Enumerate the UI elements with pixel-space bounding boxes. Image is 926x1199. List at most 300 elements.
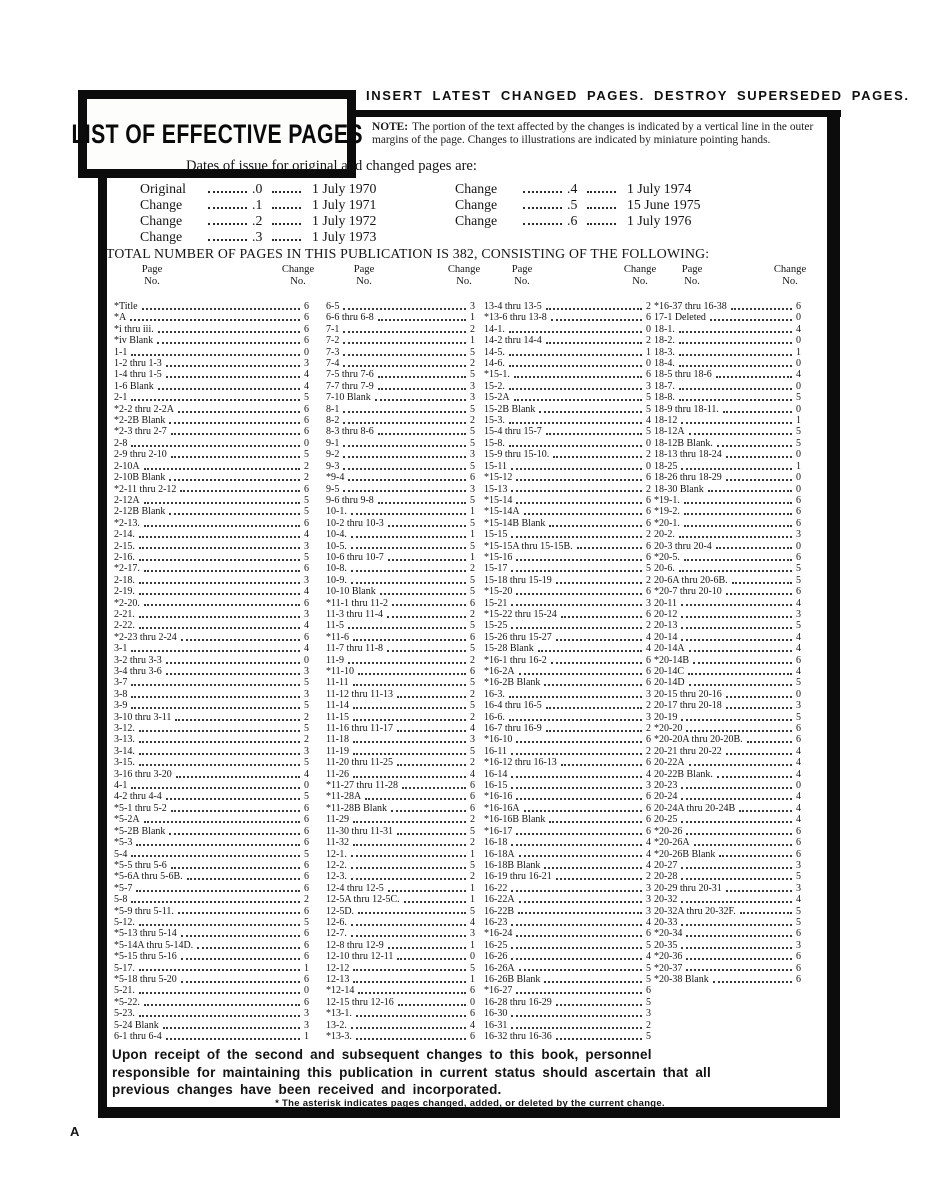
table-row — [484, 985, 656, 996]
dot-leader — [677, 632, 796, 643]
pages-table-column-3 — [484, 264, 656, 1042]
page-no: 10-5. — [326, 540, 347, 552]
change-no: 5 — [304, 677, 309, 689]
change-no: 3 — [304, 608, 309, 620]
change-no: 3 — [470, 392, 475, 404]
dot-leader — [507, 529, 646, 540]
table-row — [114, 951, 314, 962]
page-no: 16-3. — [484, 688, 505, 700]
page-no: 11-14 — [326, 700, 349, 712]
page-no: 1-6 Blank — [114, 380, 154, 392]
date-label: Change — [140, 212, 183, 228]
dot-leader — [374, 495, 470, 506]
dot-leader — [709, 974, 796, 985]
column-header-change — [766, 264, 814, 301]
change-no: 3 — [796, 529, 801, 541]
dot-leader — [344, 472, 470, 483]
table-row — [654, 529, 806, 540]
table-row — [114, 518, 314, 529]
dot-leader — [507, 917, 646, 928]
frame-top-border — [352, 110, 841, 117]
change-no: 3 — [646, 882, 651, 894]
dot-leader — [393, 689, 470, 700]
table-row — [114, 598, 314, 609]
table-row — [654, 712, 806, 723]
dot-leader — [512, 472, 646, 483]
dot-leader — [354, 985, 470, 996]
dot-leader — [162, 369, 304, 380]
dot-leader — [347, 575, 470, 586]
table-row — [326, 324, 480, 335]
page-no: 18-2. — [654, 335, 675, 347]
change-no: 6 — [796, 837, 801, 849]
dot-leader — [677, 620, 796, 631]
column-header — [326, 264, 480, 301]
page-no: 12-4 thru 12-5 — [326, 882, 384, 894]
change-no: 4 — [646, 768, 651, 780]
page-no: *i thru iii. — [114, 323, 154, 335]
dot-leader — [135, 575, 304, 586]
change-no: 4 — [646, 951, 651, 963]
header-word: No. — [144, 275, 160, 287]
change-no: 4 — [304, 380, 309, 392]
page-no: 20-32A thru 20-32F. — [654, 905, 736, 917]
table-row — [654, 518, 806, 529]
dot-leader — [512, 791, 646, 802]
change-no: 1 — [470, 506, 475, 518]
table-row — [484, 381, 656, 392]
date-line — [455, 181, 701, 197]
change-no: 3 — [470, 483, 475, 495]
change-no: 5 — [304, 848, 309, 860]
dot-leader — [268, 181, 306, 197]
page-no: 9-1 — [326, 437, 340, 449]
dot-leader — [507, 563, 646, 574]
dot-leader — [677, 461, 796, 472]
page-no: *2-11 thru 2-12 — [114, 483, 177, 495]
table-row — [484, 426, 656, 437]
table-row — [326, 529, 480, 540]
page-no: 8-2 — [326, 415, 340, 427]
change-no: 5 — [796, 916, 801, 928]
dot-leader — [171, 712, 304, 723]
change-no: 5 — [470, 620, 475, 632]
dot-leader — [268, 197, 306, 213]
change-no: 1 — [470, 551, 475, 563]
table-row — [326, 940, 480, 951]
table-row — [654, 392, 806, 403]
page-no: 2-12B Blank — [114, 506, 166, 518]
table-row — [654, 826, 806, 837]
change-no: 6 — [646, 506, 651, 518]
page-no: *5-1 thru 5-2 — [114, 802, 167, 814]
dot-leader — [535, 404, 646, 415]
page-no: 10-10 Blank — [326, 586, 376, 598]
table-row — [484, 506, 656, 517]
table-row — [484, 324, 656, 335]
table-row — [484, 1031, 656, 1042]
change-no: 3 — [796, 939, 801, 951]
change-no: 2 — [470, 688, 475, 700]
page-no: 2-9 thru 2-10 — [114, 449, 167, 461]
page-no: 3-14. — [114, 745, 135, 757]
page-no: 15-3. — [484, 415, 505, 427]
table-row — [114, 1008, 314, 1019]
dot-leader — [347, 563, 470, 574]
dot-leader — [519, 213, 567, 229]
page-no: 16-22A — [484, 894, 515, 906]
table-row — [326, 894, 480, 905]
dot-leader — [135, 917, 304, 928]
page-no: 3-8 — [114, 688, 128, 700]
page-no: 18-13 thru 18-24 — [654, 449, 722, 461]
table-row — [654, 791, 806, 802]
page-no: 18-5 thru 18-6 — [654, 369, 712, 381]
page-no: 9-2 — [326, 449, 340, 461]
page-no: 15-2A — [484, 392, 510, 404]
dot-leader — [675, 381, 796, 392]
change-no: 2 — [470, 814, 475, 826]
table-row — [654, 369, 806, 380]
change-no: 5 — [796, 437, 801, 449]
dot-leader — [347, 917, 470, 928]
total-count-line: TOTAL NUMBER OF PAGES IN THIS PUBLICATION IS 382, CONSISTING OF THE FOLLOWING: — [106, 246, 710, 261]
table-row — [114, 529, 314, 540]
header-word: Change — [281, 264, 315, 275]
change-no: 5 — [304, 791, 309, 803]
column-header-page — [670, 264, 714, 301]
change-no: 4 — [304, 586, 309, 598]
table-row — [484, 689, 656, 700]
dot-leader — [135, 734, 304, 745]
table-row — [326, 951, 480, 962]
page-no: 1-2 thru 1-3 — [114, 358, 162, 370]
table-row — [114, 347, 314, 358]
change-no: 4 — [796, 757, 801, 769]
change-no: 4 — [796, 894, 801, 906]
change-no: 6 — [646, 757, 651, 769]
table-row — [484, 666, 656, 677]
page-no: 6-5 — [326, 301, 340, 312]
change-no: 2 — [470, 608, 475, 620]
page-no: 20-14 — [654, 631, 678, 643]
table-row — [484, 541, 656, 552]
change-no: 1 — [470, 939, 475, 951]
page-no: 2-21. — [114, 608, 135, 620]
dot-leader — [393, 951, 470, 962]
page-no: 8-3 thru 8-6 — [326, 426, 374, 438]
change-no: 5 — [470, 494, 475, 506]
page-no: 16-22 — [484, 882, 508, 894]
dot-leader — [384, 552, 470, 563]
change-no: 5 — [646, 426, 651, 438]
table-row — [326, 369, 480, 380]
dot-leader — [547, 312, 646, 323]
page-no: 16-19 thru 16-21 — [484, 871, 552, 883]
table-row — [326, 757, 480, 768]
table-row — [326, 472, 480, 483]
dot-leader — [127, 643, 304, 654]
page-no: 18-30 Blank — [654, 483, 704, 495]
page-no: 11-7 thru 11-8 — [326, 643, 384, 655]
issue-date: 1 July 1972 — [312, 212, 377, 228]
dot-leader — [132, 883, 304, 894]
change-no: 0 — [470, 996, 475, 1008]
page-no: 10-4. — [326, 529, 347, 541]
page-no: 11-29 — [326, 814, 349, 826]
dot-leader — [127, 689, 304, 700]
change-no: 5 — [470, 517, 475, 529]
dot-leader — [339, 324, 470, 335]
dates-left-column — [140, 181, 376, 245]
page-no: 18-7. — [654, 380, 675, 392]
date-label: Change — [455, 181, 498, 196]
dot-leader — [507, 769, 646, 780]
table-row — [654, 506, 806, 517]
change-no: 5 — [796, 392, 801, 404]
page-no: 16-18A — [484, 848, 515, 860]
change-no: 0 — [646, 323, 651, 335]
dot-leader — [505, 712, 646, 723]
change-no: 6 — [304, 403, 309, 415]
dot-leader — [712, 369, 796, 380]
dot-leader — [138, 301, 304, 312]
table-row — [114, 985, 314, 996]
page-no: *20-26B Blank — [654, 848, 716, 860]
page-no: 1-4 thru 1-5 — [114, 369, 162, 381]
dot-leader — [719, 404, 796, 415]
dot-leader — [349, 769, 470, 780]
table-row — [654, 917, 806, 928]
change-no: 6 — [304, 928, 309, 940]
page-no: 20-11 — [654, 597, 677, 609]
table-row — [484, 871, 656, 882]
page-no: 18-12A — [654, 426, 685, 438]
change-no: 5 — [470, 369, 475, 381]
change-no: 1 — [470, 335, 475, 347]
change-no: 4 — [796, 643, 801, 655]
dot-leader — [512, 495, 646, 506]
page-no: *5-15 thru 5-16 — [114, 951, 177, 963]
change-no: 6 — [304, 859, 309, 871]
table-row — [326, 495, 480, 506]
dot-leader — [583, 181, 621, 197]
table-row — [114, 438, 314, 449]
page-no: 2-18. — [114, 574, 135, 586]
dot-leader — [339, 484, 470, 495]
table-row — [484, 769, 656, 780]
page-no: 18-9 thru 18-11. — [654, 403, 719, 415]
dot-leader — [176, 484, 304, 495]
dot-leader — [398, 780, 470, 791]
change-no: 5 — [646, 403, 651, 415]
page-no: 10-9. — [326, 574, 347, 586]
table-row — [326, 1020, 480, 1031]
change-no: 1 — [470, 312, 475, 324]
dot-leader — [505, 381, 646, 392]
dot-leader — [520, 506, 646, 517]
dot-leader — [507, 951, 646, 962]
table-row — [326, 335, 480, 346]
dot-leader — [675, 347, 796, 358]
change-no: 4 — [796, 802, 801, 814]
dot-leader — [174, 906, 304, 917]
change-no: 4 — [304, 529, 309, 541]
dot-leader — [393, 757, 470, 768]
change-no: 6 — [646, 608, 651, 620]
page-no: 16-11 — [484, 745, 507, 757]
dot-leader — [127, 849, 304, 860]
table-row — [326, 1031, 480, 1042]
table-row — [114, 723, 314, 734]
column-header — [114, 264, 314, 301]
dot-leader — [135, 985, 304, 996]
table-row — [484, 312, 656, 323]
change-no: 2 — [646, 449, 651, 461]
note-text: The portion of the text affected by the changes is indicated by a vertical line in the outer margins of the page. Changes to illustrations are indicated by miniature pointing hands. — [372, 121, 814, 147]
page-no: 15-17 — [484, 563, 508, 575]
change-no: 1 — [470, 529, 475, 541]
dot-leader — [722, 689, 796, 700]
change-no: 0 — [646, 437, 651, 449]
table-row — [114, 963, 314, 974]
table-row — [654, 609, 806, 620]
change-no: 0 — [796, 780, 801, 792]
table-row — [484, 575, 656, 586]
page-no: 7-3 — [326, 346, 340, 358]
table-row — [484, 609, 656, 620]
page-no: *16-24 — [484, 928, 513, 940]
column-header-page — [342, 264, 386, 301]
change-no: 3 — [646, 780, 651, 792]
table-row — [326, 860, 480, 871]
page-no: 15-9 thru 15-10. — [484, 449, 550, 461]
table-row — [326, 769, 480, 780]
page-no: 15-8. — [484, 437, 505, 449]
change-no: 6 — [470, 472, 475, 484]
change-no: 6 — [470, 802, 475, 814]
table-row — [114, 871, 314, 882]
page-no: *5-13 thru 5-14 — [114, 928, 177, 940]
change-no: 3 — [646, 380, 651, 392]
table-row — [114, 928, 314, 939]
page-no: 20-12 — [654, 608, 678, 620]
date-line — [140, 197, 376, 213]
table-row — [484, 906, 656, 917]
page-no: *15-22 thru 15-24 — [484, 608, 557, 620]
change-no: 6 — [470, 985, 475, 997]
dot-leader — [352, 1031, 470, 1042]
dot-leader — [515, 963, 646, 974]
table-row — [484, 700, 656, 711]
table-row — [484, 472, 656, 483]
dot-leader — [162, 358, 304, 369]
page-no: 16-26A — [484, 962, 515, 974]
dot-leader — [552, 871, 646, 882]
dot-leader — [165, 826, 304, 837]
change-no: 3 — [304, 1019, 309, 1031]
table-row — [114, 563, 314, 574]
dot-leader — [519, 197, 567, 213]
page-no: 15-28 Blank — [484, 643, 534, 655]
table-row — [326, 849, 480, 860]
dot-leader — [388, 598, 470, 609]
dot-leader — [507, 598, 646, 609]
page-no: 18-4. — [654, 358, 675, 370]
change-no: 6 — [796, 928, 801, 940]
change-no: 5 — [470, 586, 475, 598]
table-row — [484, 449, 656, 460]
page-no: 16-14 — [484, 768, 508, 780]
table-row — [484, 746, 656, 757]
date-change-number: .2 — [252, 212, 263, 228]
table-row — [484, 963, 656, 974]
change-no: 4 — [470, 768, 475, 780]
dot-leader — [534, 643, 646, 654]
table-row — [114, 415, 314, 426]
page-no: *15-16 — [484, 551, 513, 563]
table-row — [484, 598, 656, 609]
dot-leader — [510, 369, 646, 380]
header-word: Page — [511, 264, 533, 275]
dot-leader — [352, 1008, 470, 1019]
dot-leader — [135, 620, 304, 631]
table-row — [484, 997, 656, 1008]
change-no: 1 — [796, 346, 801, 358]
change-no: 6 — [470, 597, 475, 609]
change-no: 4 — [646, 643, 651, 655]
change-no: 6 — [796, 951, 801, 963]
table-row — [654, 461, 806, 472]
dot-leader — [349, 746, 470, 757]
dot-leader — [344, 620, 470, 631]
header-word: Change — [623, 264, 657, 275]
change-no: 6 — [304, 563, 309, 575]
change-no: 6 — [304, 312, 309, 324]
change-no: 4 — [304, 643, 309, 655]
dot-leader — [393, 723, 470, 734]
dot-leader — [349, 700, 470, 711]
page-no: 2-22. — [114, 620, 135, 632]
dot-leader — [140, 495, 304, 506]
table-row — [654, 598, 806, 609]
dot-leader — [682, 951, 796, 962]
change-no: 5 — [304, 551, 309, 563]
dot-leader — [505, 415, 646, 426]
change-no: 4 — [304, 768, 309, 780]
dot-leader — [349, 712, 470, 723]
date-label: Original — [140, 181, 186, 196]
page-no: 3-13. — [114, 734, 135, 746]
table-row — [114, 883, 314, 894]
header-word: Page — [141, 264, 163, 275]
table-row — [326, 734, 480, 745]
table-row — [114, 301, 314, 312]
table-row — [326, 712, 480, 723]
table-row — [326, 563, 480, 574]
page-no: 16-28 thru 16-29 — [484, 996, 552, 1008]
change-no: 0 — [470, 951, 475, 963]
table-row — [654, 951, 806, 962]
change-no: 2 — [470, 323, 475, 335]
change-no: 1 — [304, 1031, 309, 1042]
table-row — [654, 541, 806, 552]
page-no: 11-12 thru 11-13 — [326, 688, 394, 700]
change-no: 6 — [304, 517, 309, 529]
table-row — [114, 392, 314, 403]
dot-leader — [545, 814, 646, 825]
table-row — [114, 381, 314, 392]
